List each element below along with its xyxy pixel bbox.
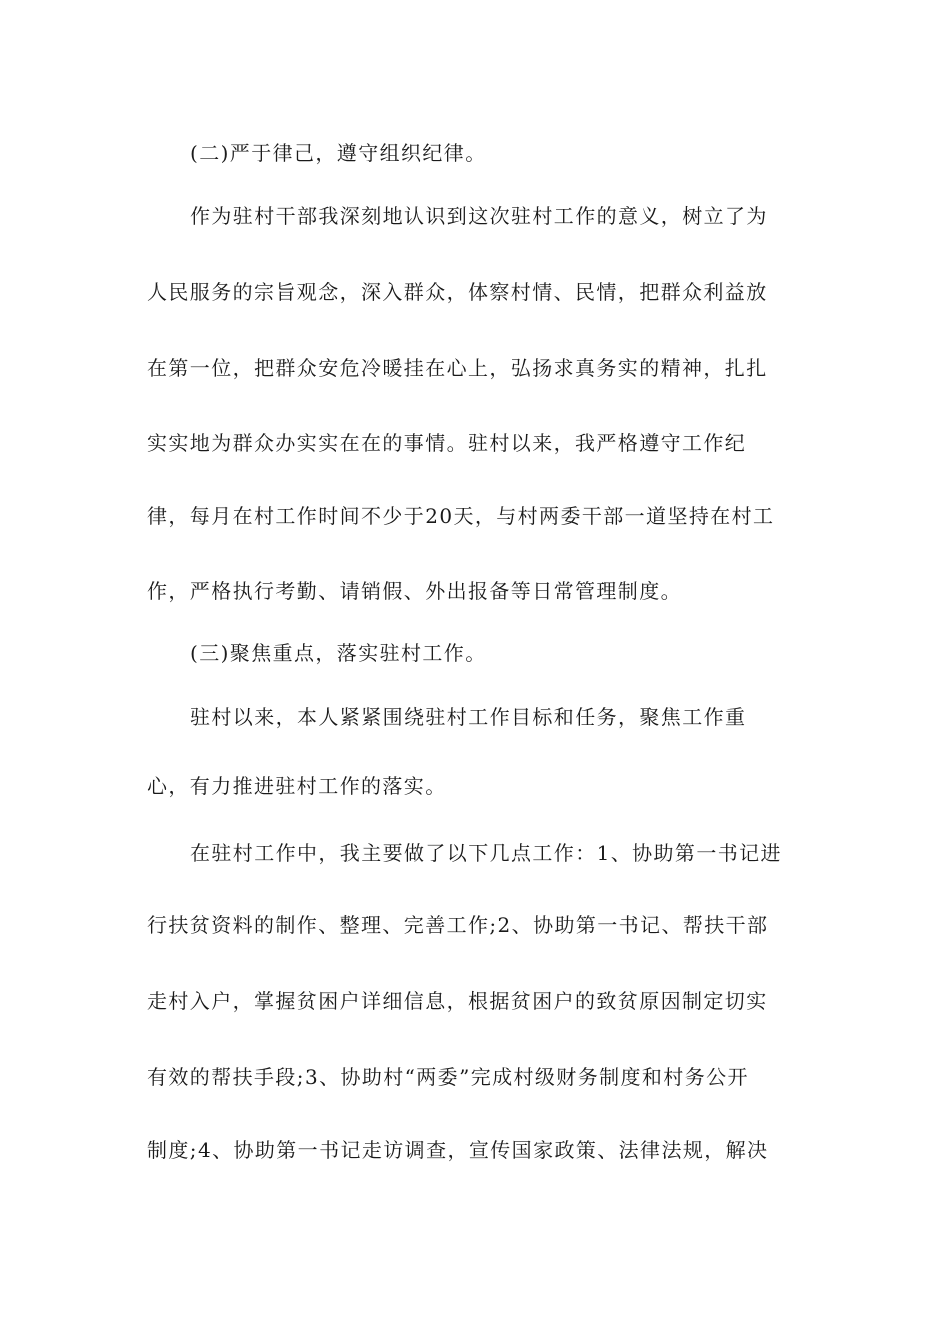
paragraph-line: 人民服务的宗旨观念，深入群众，体察村情、民情，把群众利益放 — [147, 280, 768, 304]
paragraph-line: 行扶贫资料的制作、整理、完善工作;2、协助第一书记、帮扶干部 — [147, 913, 769, 937]
paragraph-line: 走村入户，掌握贫困户详细信息，根据贫困户的致贫原因制定切实 — [147, 989, 768, 1013]
section-heading-3: (三)聚焦重点，落实驻村工作。 — [190, 641, 487, 665]
paragraph-line: 制度;4、协助第一书记走访调查，宣传国家政策、法律法规，解决 — [147, 1138, 769, 1162]
paragraph-line: 心，有力推进驻村工作的落实。 — [147, 774, 447, 798]
paragraph-line: 在驻村工作中，我主要做了以下几点工作：1、协助第一书记进 — [190, 841, 782, 865]
paragraph-line: 实实地为群众办实实在在的事情。驻村以来，我严格遵守工作纪 — [147, 431, 747, 455]
paragraph-line: 在第一位，把群众安危冷暖挂在心上，弘扬求真务实的精神，扎扎 — [147, 356, 768, 380]
paragraph-line: 驻村以来，本人紧紧围绕驻村工作目标和任务，聚焦工作重 — [190, 705, 747, 729]
paragraph-line: 律，每月在村工作时间不少于20天，与村两委干部一道坚持在村工 — [147, 504, 775, 528]
paragraph-line: 作，严格执行考勤、请销假、外出报备等日常管理制度。 — [147, 579, 682, 603]
paragraph-line: 有效的帮扶手段;3、协助村“两委”完成村级财务制度和村务公开 — [147, 1065, 749, 1089]
paragraph-line: 作为驻村干部我深刻地认识到这次驻村工作的意义，树立了为 — [190, 204, 768, 228]
section-heading-2: (二)严于律己，遵守组织纪律。 — [190, 141, 487, 165]
